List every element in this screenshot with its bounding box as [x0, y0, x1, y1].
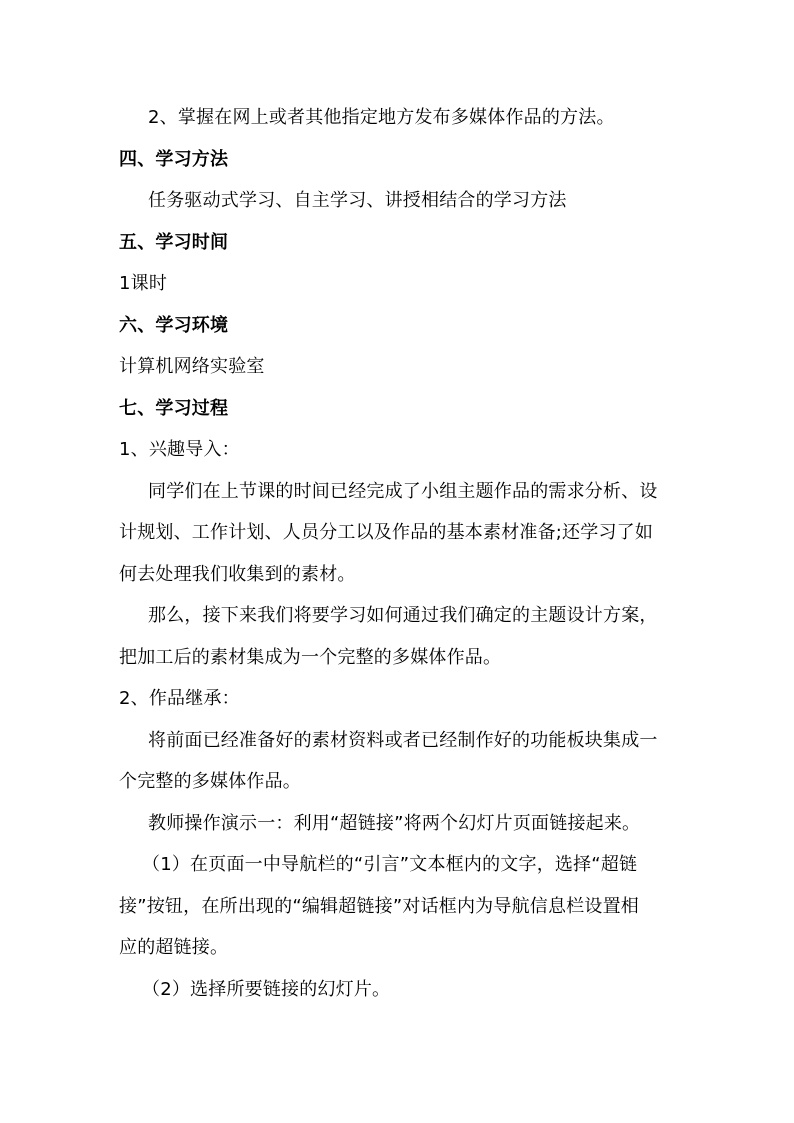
step-1-line: 接”按钮，在所出现的“编辑超链接”对话框内为导航信息栏设置相 [119, 896, 639, 917]
objective-item-2: 2、掌握在网上或者其他指定地方发布多媒体作品的方法。 [148, 107, 615, 128]
section-heading-learning-process: 七、学习过程 [119, 398, 229, 419]
learning-method-text: 任务驱动式学习、自主学习、讲授相结合的学习方法 [148, 190, 567, 211]
paragraph-line: 个完整的多媒体作品。 [119, 771, 301, 792]
section-heading-learning-time: 五、学习时间 [119, 232, 229, 253]
paragraph-line: 那么，接下来我们将要学习如何通过我们确定的主题设计方案， [148, 605, 658, 626]
subheading-interest-intro: 1、兴趣导入： [119, 439, 240, 460]
step-1-line: （1）在页面一中导航栏的“引言”文本框内的文字，选择“超链 [142, 854, 638, 875]
paragraph-line: 同学们在上节课的时间已经完成了小组主题作品的需求分析、设 [148, 481, 658, 502]
demo-title: 教师操作演示一：利用“超链接”将两个幻灯片页面链接起来。 [148, 813, 641, 834]
section-heading-learning-environment: 六、学习环境 [119, 315, 229, 336]
paragraph-line: 将前面已经准备好的素材资料或者已经制作好的功能板块集成一 [148, 730, 658, 751]
step-1-line: 应的超链接。 [119, 937, 229, 958]
subheading-work-inheritance: 2、作品继承： [119, 688, 240, 709]
learning-time-text: 1课时 [119, 273, 168, 294]
step-2-line: （2）选择所要链接的幻灯片。 [142, 979, 391, 1000]
paragraph-line: 计规划、工作计划、人员分工以及作品的基本素材准备;还学习了如 [119, 522, 654, 543]
paragraph-line: 何去处理我们收集到的素材。 [119, 564, 356, 585]
paragraph-line: 把加工后的素材集成为一个完整的多媒体作品。 [119, 647, 502, 668]
section-heading-learning-method: 四、学习方法 [119, 149, 229, 170]
learning-environment-text: 计算机网络实验室 [119, 356, 265, 377]
